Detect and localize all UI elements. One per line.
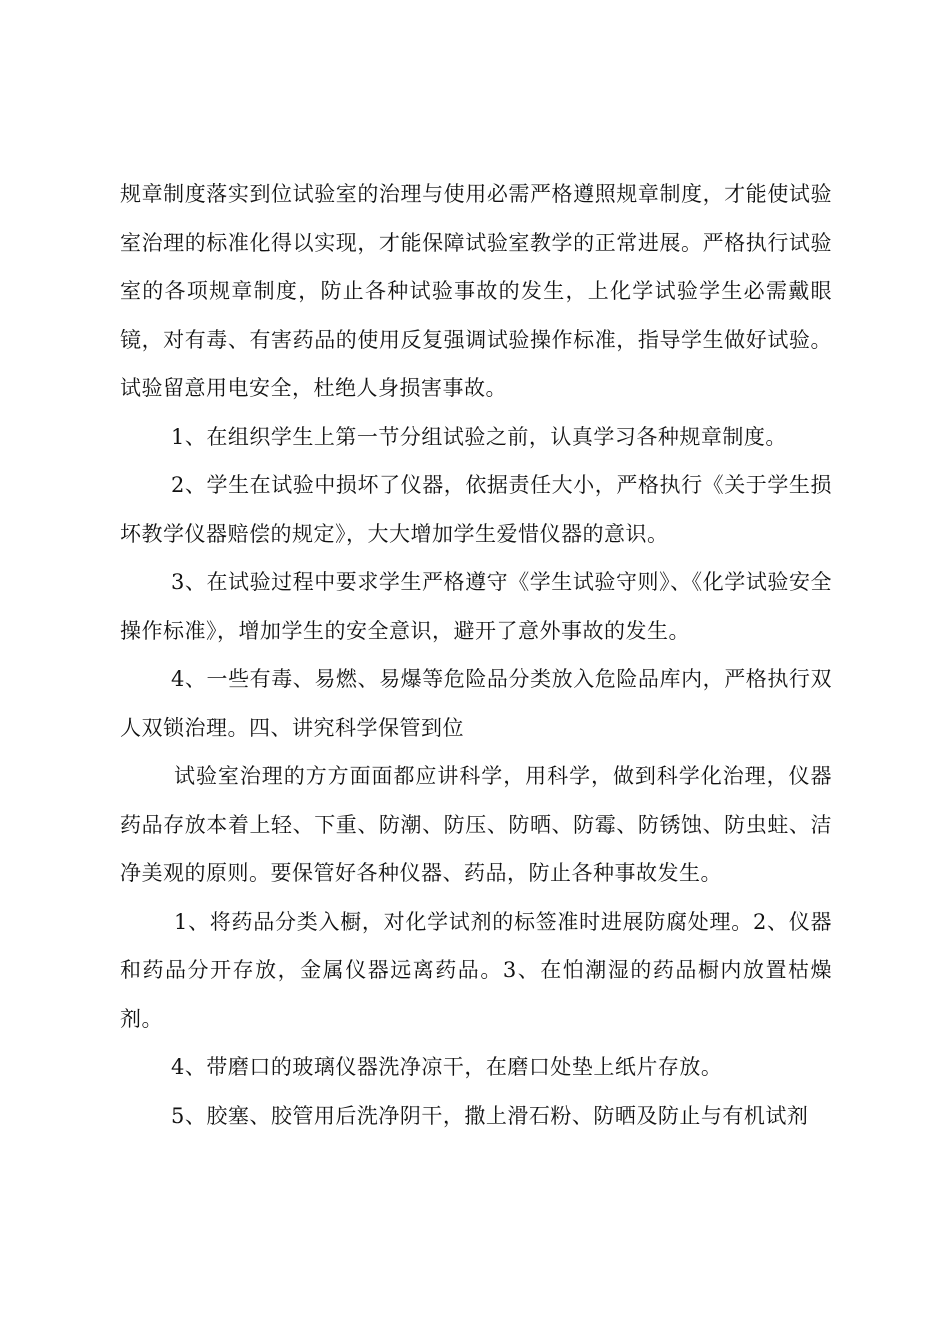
paragraph-item-2: 2、学生在试验中损坏了仪器，依据责任大小，严格执行《关于学生损坏教学仪器赔偿的规定》，大大增加学生爱惜仪器的意识。 (120, 473, 832, 546)
paragraph-item-1: 1、在组织学生上第一节分组试验之前，认真学习各种规章制度。 (171, 424, 787, 449)
paragraph-item-3: 3、在试验过程中要求学生严格遵守《学生试验守则》、《化学试验安全操作标准》，增加学生的安全意识，避开了意外事故的发生。 (120, 570, 832, 643)
paragraph-storage-5: 5、胶塞、胶管用后洗净阴干，撒上滑石粉、防晒及防止与有机试剂 (171, 1103, 809, 1128)
paragraph-storage-1-3: 1、将药品分类入橱，对化学试剂的标签准时进展防腐处理。2、仪器和药品分开存放，金属仪器远离药品。3、在怕潮湿的药品橱内放置枯燥剂。 (120, 909, 832, 1031)
paragraph-item-4: 4、一些有毒、易燃、易爆等危险品分类放入危险品库内，严格执行双人双锁治理。四、讲究科学保管到位 (120, 667, 832, 740)
paragraph-science-management: 试验室治理的方方面面都应讲科学，用科学，做到科学化治理，仪器药品存放本着上轻、下重、防潮、防压、防晒、防霉、防锈蚀、防虫蛀、洁净美观的原则。要保管好各种仪器、药品，防止各种事故发生。 (120, 764, 832, 885)
paragraph-storage-4: 4、带磨口的玻璃仪器洗净凉干，在磨口处垫上纸片存放。 (171, 1055, 723, 1079)
paragraph-rules-implementation: 规章制度落实到位试验室的治理与使用必需严格遵照规章制度，才能使试验室治理的标准化得以实现，才能保障试验室教学的正常进展。严格执行试验室的各项规章制度，防止各种试验事故的发生，上化学试验学生必需戴眼镜，对有毒、有害药品的使用反复强调试验操作标准，指导学生做好试验。试验留意用电安全，杜绝人身损害事故。 (120, 182, 832, 400)
document-body (120, 170, 832, 1140)
